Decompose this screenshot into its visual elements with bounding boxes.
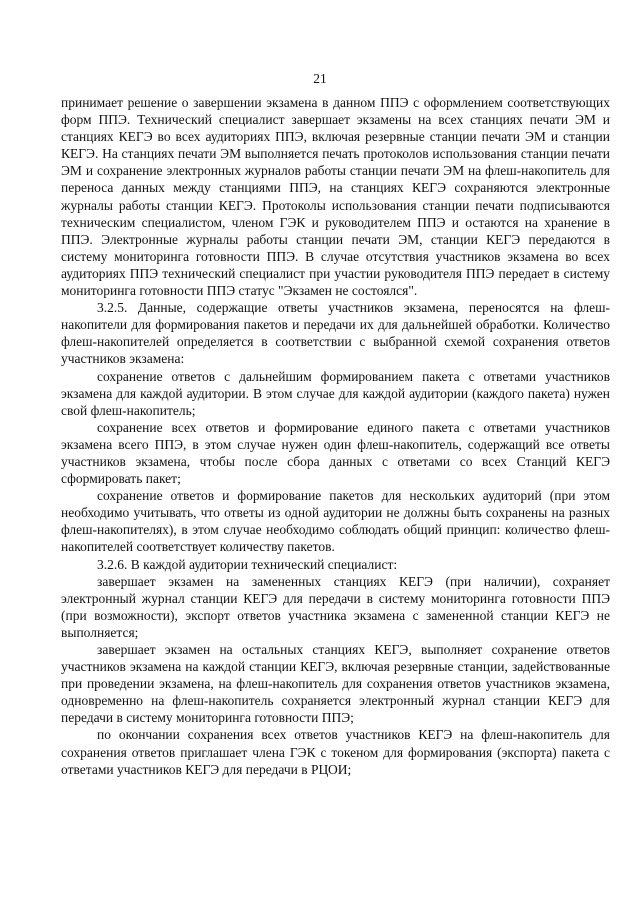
- paragraph-exam-completion: принимает решение о завершении экзамена в данном ППЭ с оформлением соответствующих форм ППЭ. Технический специалист завершает экзамены на всех станциях печати ЭМ и станциях КЕГЭ во всех аудиториях ППЭ, включая резервные станции печати ЭМ и станции КЕГЭ. На станциях печати ЭМ выполняется печать протоколов использования станции печати ЭМ и сохранение электронных журналов работы станции печати ЭМ на флеш-накопитель для переноса данных между станциями ППЭ, на станциях КЕГЭ сохраняются электронные журналы работы станции КЕГЭ. Протоколы использования станции печати подписываются техническим специалистом, членом ГЭК и руководителем ППЭ и остаются на хранение в ППЭ. Электронные журналы работы станции печати ЭМ, станции КЕГЭ передаются в систему мониторинга готовности ППЭ. В случае отсутствия участников экзамена во всех аудиториях ППЭ технический специалист при участии руководителя ППЭ передает в систему мониторинга готовности ППЭ статус "Экзамен не состоялся".: [61, 95, 610, 299]
- paragraph-3-2-6: 3.2.6. В каждой аудитории технический специалист:: [97, 556, 398, 572]
- paragraph-remaining-stations: завершает экзамен на остальных станциях КЕГЭ, выполняет сохранение ответов участников экзамена на каждой станции КЕГЭ, включая резервные станции, задействованные при проведении экзамена, на флеш-накопитель для сохранения ответов участников экзамена, одновременно на флеш-накопитель сохраняется электронный журнал станции КЕГЭ для передачи в систему мониторинга готовности ППЭ;: [61, 642, 610, 726]
- paragraph-replaced-stations: завершает экзамен на замененных станциях КЕГЭ (при наличии), сохраняет электронный журнал станции КЕГЭ для передачи в систему мониторинга готовности ППЭ (при возможности), экспорт ответов участника экзамена с замененной станции КЕГЭ не выполняется;: [61, 573, 610, 640]
- paragraph-scheme-multiple-rooms: сохранение ответов и формирование пакетов для нескольких аудиторий (при этом необходимо учитывать, что ответы из одной аудитории не должны быть сохранены на разных флеш-накопителях), в этом случае необходимо соблюдать общий принцип: количество флеш-накопителей соответствует количеству пакетов.: [61, 488, 610, 555]
- document-body: [61, 94, 610, 778]
- paragraph-scheme-per-room: сохранение ответов с дальнейшим формированием пакета с ответами участников экзамена для каждой аудитории. В этом случае для каждой аудитории (каждого пакета) нужен свой флеш-накопитель;: [61, 368, 610, 418]
- paragraph-3-2-5: 3.2.5. Данные, содержащие ответы участников экзамена, переносятся на флеш-накопители для формирования пакетов и передачи их для дальнейшей обработки. Количество флеш-накопителей определяется в соответствии с выбранной схемой сохранения ответов участников экзамена:: [61, 300, 610, 367]
- page-number: 21: [313, 71, 327, 86]
- paragraph-scheme-single-package: сохранение всех ответов и формирование единого пакета с ответами участников экзамена всего ППЭ, в этом случае нужен один флеш-накопитель, содержащий все ответы участников экзамена, чтобы после сбора данных с ответами со всех Станций КЕГЭ сформировать пакет;: [61, 419, 610, 487]
- paragraph-export-package: по окончании сохранения всех ответов участников КЕГЭ на флеш-накопитель для сохранения ответов приглашает члена ГЭК с токеном для формирования (экспорта) пакета с ответами участников КЕГЭ для передачи в РЦОИ;: [61, 727, 610, 777]
